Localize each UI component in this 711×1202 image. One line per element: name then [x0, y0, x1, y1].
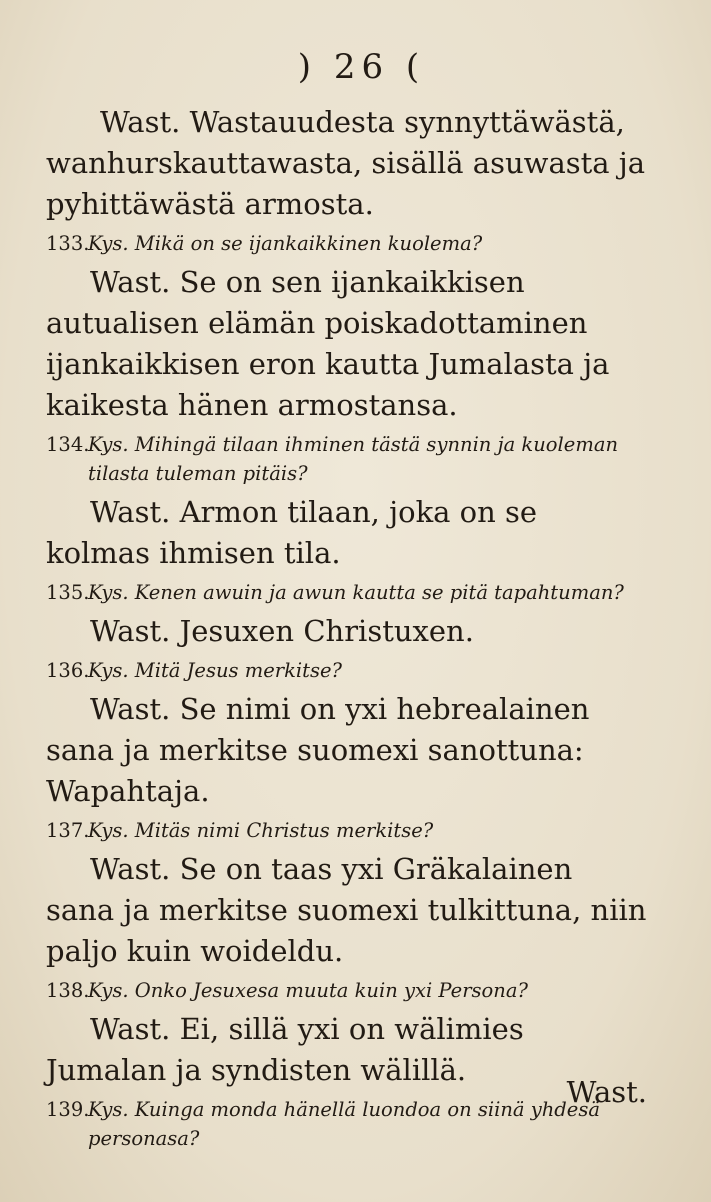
catchword: Wast.	[566, 1075, 647, 1109]
answer-lead: Wast.	[90, 852, 171, 886]
answer-paragraph	[46, 102, 647, 225]
answer-lead: Wast.	[90, 495, 171, 529]
question-number: 133.	[46, 232, 90, 255]
page-number: ) 26 (	[297, 47, 426, 87]
question-number: 138.	[46, 979, 90, 1002]
question-number: 135.	[46, 581, 90, 604]
answer-lead: Wast.	[100, 105, 181, 139]
question-text: Kys. Kenen awuin ja awun kautta se pitä tapahtuman?	[88, 581, 624, 604]
question-number: 139.	[46, 1098, 90, 1121]
question-paragraph	[46, 976, 647, 1005]
answer-text: Wastauudesta synnyttäwästä, wanhurskauttawasta, sisällä asuwasta ja pyhittäwästä armosta.	[46, 105, 646, 221]
question-text: Kys. Mitä Jesus merkitse?	[88, 659, 342, 682]
answer-text: Ei, sillä yxi on wälimies Jumalan ja syndisten wälillä.	[46, 1012, 524, 1087]
question-text: Kys. Mitäs nimi Christus merkitse?	[88, 819, 434, 842]
question-number: 136.	[46, 659, 90, 682]
answer-paragraph	[46, 849, 647, 972]
answer-lead: Wast.	[90, 614, 171, 648]
answer-text: Se on taas yxi Gräkalainen sana ja merkitse suomexi tulkittuna, niin paljo kuin woideldu.	[46, 852, 647, 968]
answer-paragraph	[46, 262, 647, 426]
answer-text: Jesuxen Christuxen.	[179, 614, 474, 648]
question-paragraph	[46, 656, 647, 685]
question-paragraph	[46, 229, 647, 258]
question-paragraph	[46, 578, 647, 607]
question-paragraph	[46, 816, 647, 845]
answer-paragraph	[46, 1009, 647, 1091]
question-number: 134.	[46, 433, 90, 456]
question-text: Kys. Kuinga monda hänellä luondoa on siinä yhdesä personasa?	[88, 1098, 600, 1150]
answer-text: Armon tilaan, joka on se kolmas ihmisen tila.	[46, 495, 538, 570]
question-number: 137.	[46, 819, 90, 842]
answer-lead: Wast.	[90, 1012, 171, 1046]
question-text: Kys. Mihingä tilaan ihminen tästä synnin ja kuoleman tilasta tuleman pitäis?	[88, 433, 619, 485]
answer-paragraph	[46, 492, 647, 574]
answer-lead: Wast.	[90, 265, 171, 299]
question-text: Kys. Mikä on se ijankaikkinen kuolema?	[88, 232, 483, 255]
question-text: Kys. Onko Jesuxesa muuta kuin yxi Persona?	[88, 979, 528, 1002]
answer-lead: Wast.	[90, 692, 171, 726]
answer-text: Se nimi on yxi hebrealainen sana ja merkitse suomexi sanottuna: Wapahtaja.	[46, 692, 590, 808]
answer-text: Se on sen ijankaikkisen autualisen elämän poiskadottaminen ijankaikkisen eron kautta Jumalasta ja kaikesta hänen armostansa.	[46, 265, 610, 422]
answer-paragraph	[46, 689, 647, 812]
question-paragraph	[46, 1095, 647, 1153]
question-paragraph	[46, 430, 647, 488]
answer-paragraph	[46, 611, 647, 652]
